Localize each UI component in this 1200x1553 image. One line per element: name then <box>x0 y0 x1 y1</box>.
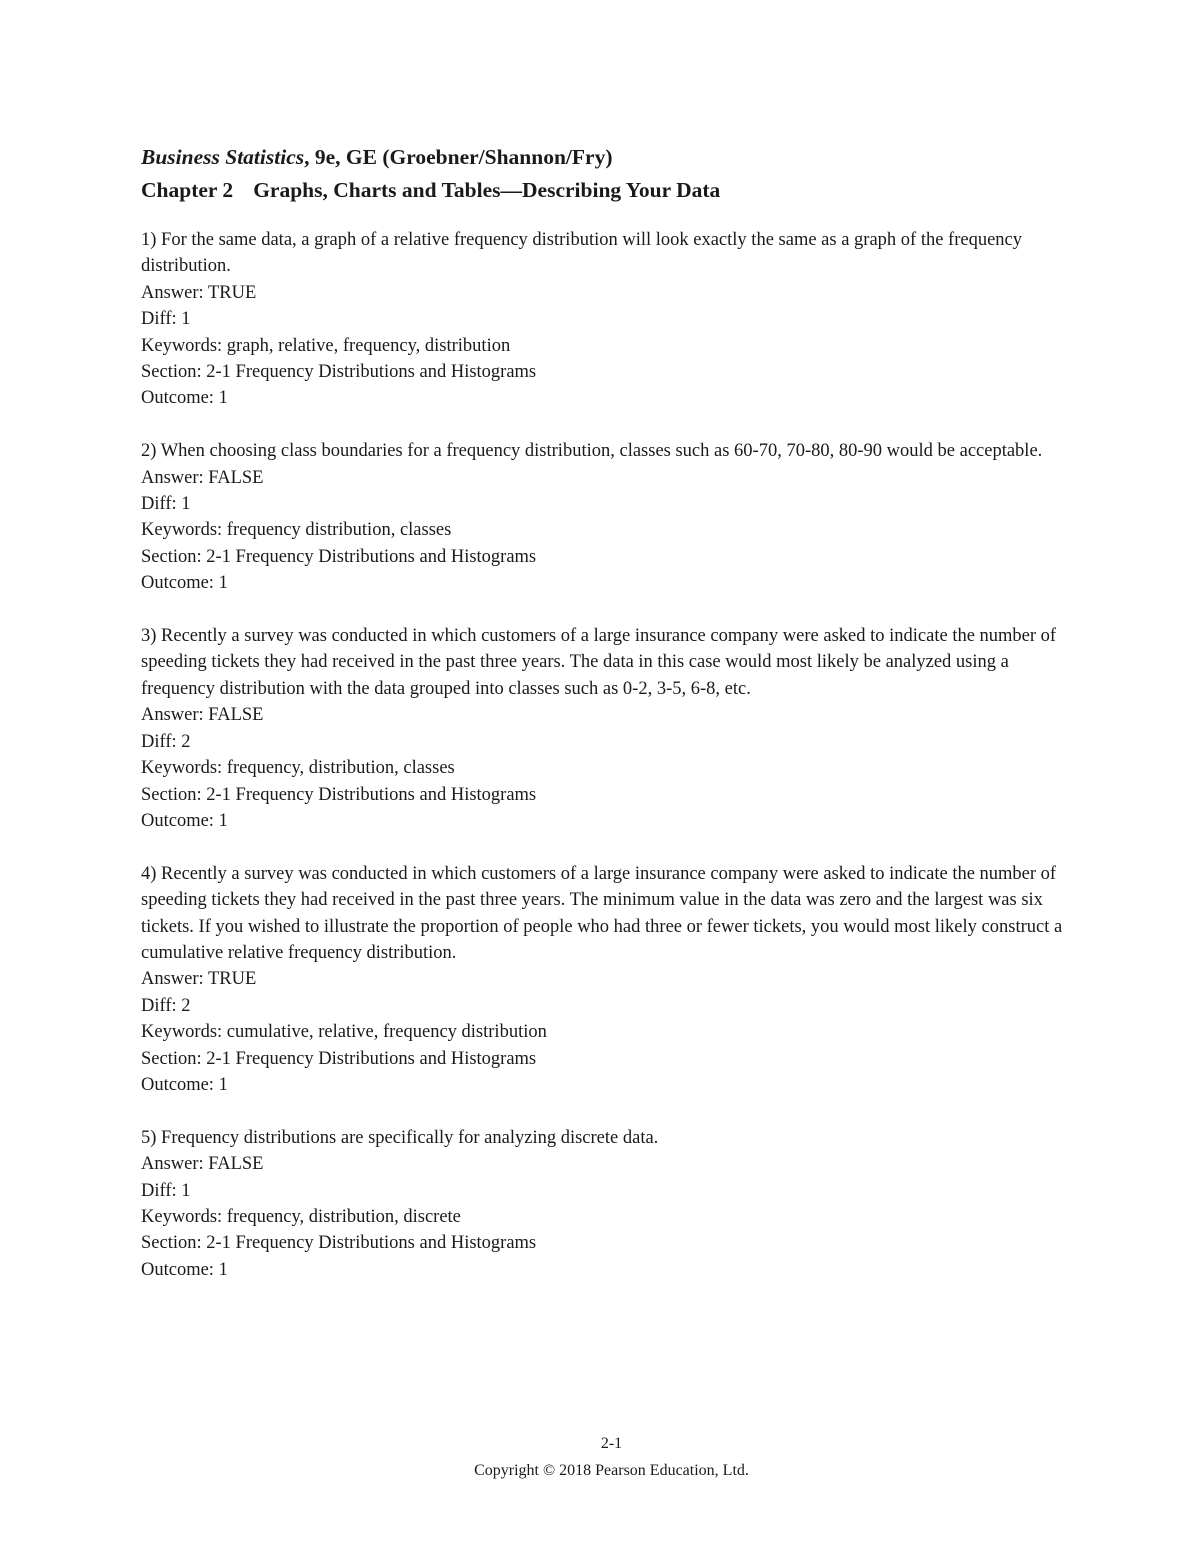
page-content <box>141 141 1071 1310</box>
question-answer: Answer: FALSE <box>141 467 264 488</box>
chapter-title-line <box>141 174 1071 207</box>
question-difficulty: Diff: 1 <box>141 494 191 515</box>
question-stem: 3) Recently a survey was conducted in which customers of a large insurance company were asked to indicate the number of speeding tickets they had received in the past three years. The data in this case would most likely be analyzed using a frequency distribution with the data grouped into classes such as 0-2, 3-5, 6-8, etc. <box>141 626 1057 699</box>
copyright-notice: Copyright © 2018 Pearson Education, Ltd. <box>474 1462 749 1479</box>
question-outcome: Outcome: 1 <box>141 1259 228 1280</box>
question-section: Section: 2-1 Frequency Distributions and Histograms <box>141 1233 537 1254</box>
question-3 <box>141 623 1071 834</box>
question-keywords: Keywords: frequency, distribution, discrete <box>141 1206 461 1227</box>
question-answer: Answer: FALSE <box>141 1154 264 1175</box>
question-outcome: Outcome: 1 <box>141 810 228 831</box>
question-section: Section: 2-1 Frequency Distributions and Histograms <box>141 362 537 383</box>
question-difficulty: Diff: 2 <box>141 731 191 752</box>
question-answer: Answer: TRUE <box>141 282 257 303</box>
question-list <box>141 227 1071 1283</box>
question-section: Section: 2-1 Frequency Distributions and Histograms <box>141 546 537 567</box>
book-title-line <box>141 141 1071 174</box>
question-keywords: Keywords: graph, relative, frequency, distribution <box>141 335 511 356</box>
question-answer: Answer: TRUE <box>141 969 257 990</box>
question-section: Section: 2-1 Frequency Distributions and Histograms <box>141 1048 537 1069</box>
question-difficulty: Diff: 2 <box>141 995 191 1016</box>
question-stem: 2) When choosing class boundaries for a frequency distribution, classes such as 60-70, 70-80, 80-90 would be acceptable. <box>141 441 1043 462</box>
question-keywords: Keywords: frequency, distribution, classes <box>141 758 455 779</box>
question-5 <box>141 1125 1071 1283</box>
question-outcome: Outcome: 1 <box>141 388 228 409</box>
question-2 <box>141 438 1071 596</box>
book-title: Business Statistics <box>141 145 305 169</box>
question-answer: Answer: FALSE <box>141 705 264 726</box>
question-4 <box>141 861 1071 1099</box>
question-stem: 4) Recently a survey was conducted in which customers of a large insurance company were asked to indicate the number of speeding tickets they had received in the past three years. The minimum value in the data was zero and the largest was six tickets. If you wished to illustrate the proportion of people who had three or fewer tickets, you would most likely construct a cumulative relative frequency distribution. <box>141 863 1063 963</box>
question-difficulty: Diff: 1 <box>141 1180 191 1201</box>
question-stem: 5) Frequency distributions are specifically for analyzing discrete data. <box>141 1127 659 1148</box>
question-difficulty: Diff: 1 <box>141 309 191 330</box>
chapter-title: Graphs, Charts and Tables—Describing Your Data <box>253 178 721 202</box>
book-edition-authors: , 9e, GE (Groebner/Shannon/Fry) <box>304 145 613 169</box>
question-stem: 1) For the same data, a graph of a relative frequency distribution will look exactly the same as a graph of the frequency distribution. <box>141 230 1022 277</box>
question-section: Section: 2-1 Frequency Distributions and Histograms <box>141 784 537 805</box>
question-outcome: Outcome: 1 <box>141 573 228 594</box>
chapter-label: Chapter 2 <box>141 178 234 202</box>
question-1 <box>141 227 1071 412</box>
question-outcome: Outcome: 1 <box>141 1074 228 1095</box>
question-keywords: Keywords: frequency distribution, classes <box>141 520 452 541</box>
question-keywords: Keywords: cumulative, relative, frequency distribution <box>141 1022 547 1043</box>
page-number: 2-1 <box>600 1435 623 1452</box>
